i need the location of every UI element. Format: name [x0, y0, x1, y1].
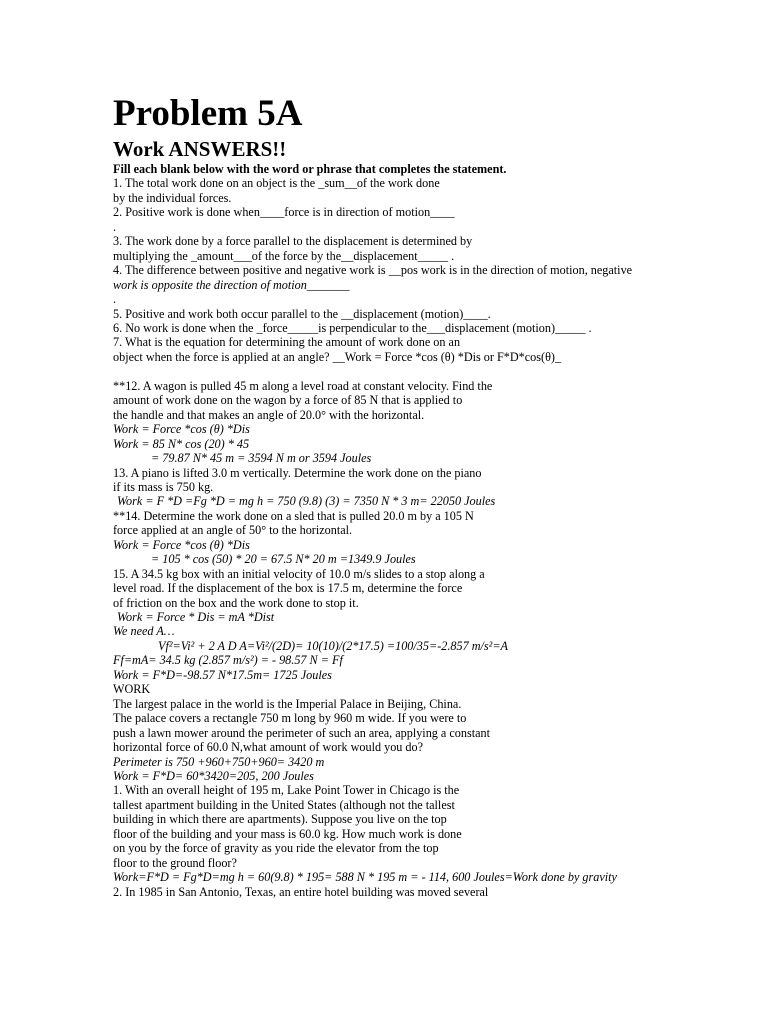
text-line: on you by the force of gravity as you ride the elevator from the top: [113, 841, 439, 856]
answer-line: Work = Force *cos (θ) *Dis: [113, 422, 250, 437]
instruction-text: Fill each blank below with the word or phrase that completes the statement.: [113, 162, 507, 176]
text-line: 5. Positive and work both occur parallel to the __displacement (motion)____.: [113, 306, 491, 321]
text-line: **12. A wagon is pulled 45 m along a level road at constant velocity. Find the: [113, 378, 493, 393]
text-line: 6. No work is done when the _force_____is perpendicular to the___displacement (motion)_____ .: [113, 320, 592, 335]
text-line: building in which there are apartments). Suppose you live on the top: [113, 812, 447, 827]
text-line: 1. With an overall height of 195 m, Lake Point Tower in Chicago is the: [113, 783, 460, 798]
text-line: The palace covers a rectangle 750 m long by 960 m wide. If you were to: [113, 711, 467, 726]
text-line: amount of work done on the wagon by a force of 85 N that is applied to: [113, 393, 463, 408]
answer-line: Work = F*D=-98.57 N*17.5m= 1725 Joules: [113, 667, 332, 682]
page-title: Problem 5A: [113, 93, 303, 134]
text-line: floor to the ground floor?: [113, 855, 237, 870]
text-line: object when the force is applied at an angle? __Work = Force *cos (θ) *Dis or F*D*cos(θ)_: [113, 349, 562, 364]
answer-line: Work=F*D = Fg*D=mg h = 60(9.8) * 195= 588 N * 195 m = - 114, 600 Joules=Work done by gravity: [113, 870, 617, 885]
body-lines: [113, 176, 753, 899]
text-line: .: [113, 292, 117, 307]
text-line: 3. The work done by a force parallel to the displacement is determined by: [113, 234, 473, 249]
section-heading: WORK: [113, 682, 151, 697]
text-line: **14. Determine the work done on a sled that is pulled 20.0 m by a 105 N: [113, 508, 474, 523]
answer-line: We need A…: [113, 624, 175, 639]
text-line: horizontal force of 60.0 N,what amount of work would you do?: [113, 740, 424, 755]
text-line: of friction on the box and the work done to stop it.: [113, 595, 359, 610]
answer-line: Vf²=Vi² + 2 A D A=Vi²/(2D)= 10(10)/(2*17.5) =100/35=-2.857 m/s²=A: [158, 638, 508, 653]
answer-line: Perimeter is 750 +960+750+960= 3420 m: [113, 754, 325, 769]
text-line: The largest palace in the world is the Imperial Palace in Beijing, China.: [113, 696, 462, 711]
text-line: 13. A piano is lifted 3.0 m vertically. Determine the work done on the piano: [113, 465, 482, 480]
text-line: if its mass is 750 kg.: [113, 479, 214, 494]
text-line: multiplying the _amount___of the force by the__displacement_____ .: [113, 248, 455, 263]
blank-line: [113, 364, 753, 378]
answer-line: Work = F*D= 60*3420=205, 200 Joules: [113, 769, 314, 784]
text-line: floor of the building and your mass is 60.0 kg. How much work is done: [113, 826, 462, 841]
answer-line: = 79.87 N* 45 m = 3594 N m or 3594 Joules: [151, 451, 372, 466]
text-line: 2. In 1985 in San Antonio, Texas, an entire hotel building was moved several: [113, 884, 489, 899]
answer-line: Work = Force *cos (θ) *Dis: [113, 537, 250, 552]
text-line: 7. What is the equation for determining the amount of work done on an: [113, 335, 461, 350]
answer-line: Work = Force * Dis = mA *Dist: [117, 610, 275, 625]
text-line: work is opposite the direction of motion_______: [113, 277, 350, 292]
text-line: push a lawn mower around the perimeter of such an area, applying a constant: [113, 725, 491, 740]
text-line: 1. The total work done on an object is the _sum__of the work done: [113, 176, 440, 191]
text-line: level road. If the displacement of the box is 17.5 m, determine the force: [113, 581, 463, 596]
text-line: 2. Positive work is done when____force is in direction of motion____: [113, 205, 455, 220]
answer-line: Ff=mA= 34.5 kg (2.857 m/s²) = - 98.57 N = Ff: [113, 653, 343, 668]
document-page: [113, 94, 753, 899]
answer-line: = 105 * cos (50) * 20 = 67.5 N* 20 m =1349.9 Joules: [151, 552, 416, 567]
answer-line: Work = 85 N* cos (20) * 45: [113, 436, 250, 451]
text-line: .: [113, 219, 117, 234]
text-line: force applied at an angle of 50° to the horizontal.: [113, 523, 353, 538]
text-line: 4. The difference between positive and negative work is __pos work is in the direction of motion, negative: [113, 263, 633, 278]
text-line: 15. A 34.5 kg box with an initial velocity of 10.0 m/s slides to a stop along a: [113, 566, 485, 581]
text-line: by the individual forces.: [113, 190, 232, 205]
text-line: the handle and that makes an angle of 20.0° with the horizontal.: [113, 407, 425, 422]
text-line: tallest apartment building in the United States (although not the tallest: [113, 797, 455, 812]
page-subtitle: Work ANSWERS!!: [113, 137, 287, 161]
answer-line: Work = F *D =Fg *D = mg h = 750 (9.8) (3) = 7350 N * 3 m= 22050 Joules: [117, 494, 496, 509]
